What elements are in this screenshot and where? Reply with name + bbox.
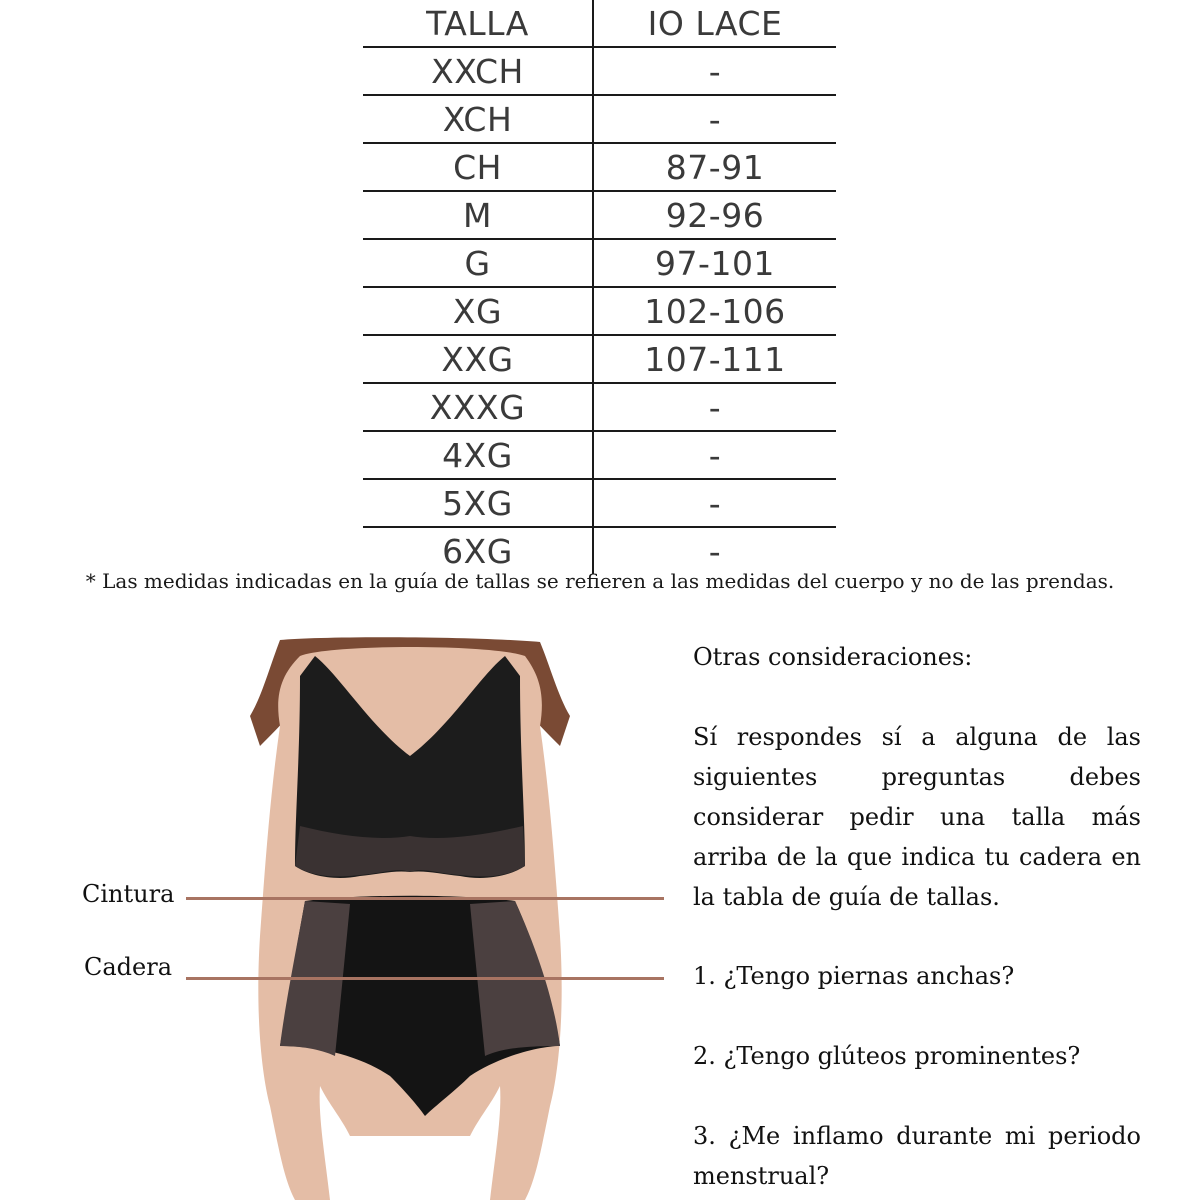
value-cell: 87-91	[593, 143, 836, 191]
size-guide-footnote: * Las medidas indicadas en la guía de tallas se refieren a las medidas del cuerpo y no de las prendas.	[85, 569, 1115, 593]
table-row	[363, 191, 836, 239]
size-cell: M	[363, 191, 593, 239]
value-cell: -	[593, 383, 836, 431]
value-cell: 102-106	[593, 287, 836, 335]
table-row	[363, 47, 836, 95]
value-cell: -	[708, 531, 722, 571]
considerations-intro: Sí respondes sí a alguna de las siguientes preguntas debes considerar pedir una talla más arriba de la que indica tu cadera en la tabla de guía de tallas.	[693, 723, 1141, 911]
header-size: TALLA	[363, 0, 593, 47]
table-header-row	[363, 0, 836, 47]
waist-label: Cintura	[82, 880, 175, 908]
table-row	[363, 431, 836, 479]
question-3: 3. ¿Me inflamo durante mi periodo menstrual?	[693, 1122, 1141, 1190]
hip-label: Cadera	[84, 953, 173, 981]
size-cell: XXG	[363, 335, 593, 383]
size-cell: XXXG	[363, 383, 593, 431]
size-guide-table	[363, 0, 836, 574]
value-cell: -	[593, 95, 836, 143]
considerations-title: Otras consideraciones:	[693, 643, 973, 671]
table-row	[363, 335, 836, 383]
size-cell: XG	[363, 287, 593, 335]
value-cell: 97-101	[593, 239, 836, 287]
size-cell: XXCH	[363, 47, 593, 95]
hip-line	[186, 977, 664, 980]
table-row	[363, 95, 836, 143]
table-row	[363, 239, 836, 287]
value-cell: 92-96	[593, 191, 836, 239]
waist-line	[186, 897, 664, 900]
table-row	[363, 287, 836, 335]
value-cell: -	[593, 431, 836, 479]
question-2: 2. ¿Tengo glúteos prominentes?	[693, 1042, 1081, 1070]
value-cell: -	[593, 47, 836, 95]
size-cell: CH	[363, 143, 593, 191]
size-cell: 4XG	[363, 431, 593, 479]
table-row	[363, 143, 836, 191]
header-io-lace: IO LACE	[593, 0, 836, 47]
model-photo	[240, 636, 580, 1200]
size-cell: 6XG	[363, 527, 593, 574]
table-row	[363, 527, 836, 574]
table-row	[363, 479, 836, 527]
table-row	[363, 383, 836, 431]
size-cell: 5XG	[363, 479, 593, 527]
value-cell: 107-111	[593, 335, 836, 383]
question-1: 1. ¿Tengo piernas anchas?	[693, 962, 1015, 990]
size-cell: G	[363, 239, 593, 287]
value-cell: -	[593, 479, 836, 527]
size-cell: XCH	[363, 95, 593, 143]
